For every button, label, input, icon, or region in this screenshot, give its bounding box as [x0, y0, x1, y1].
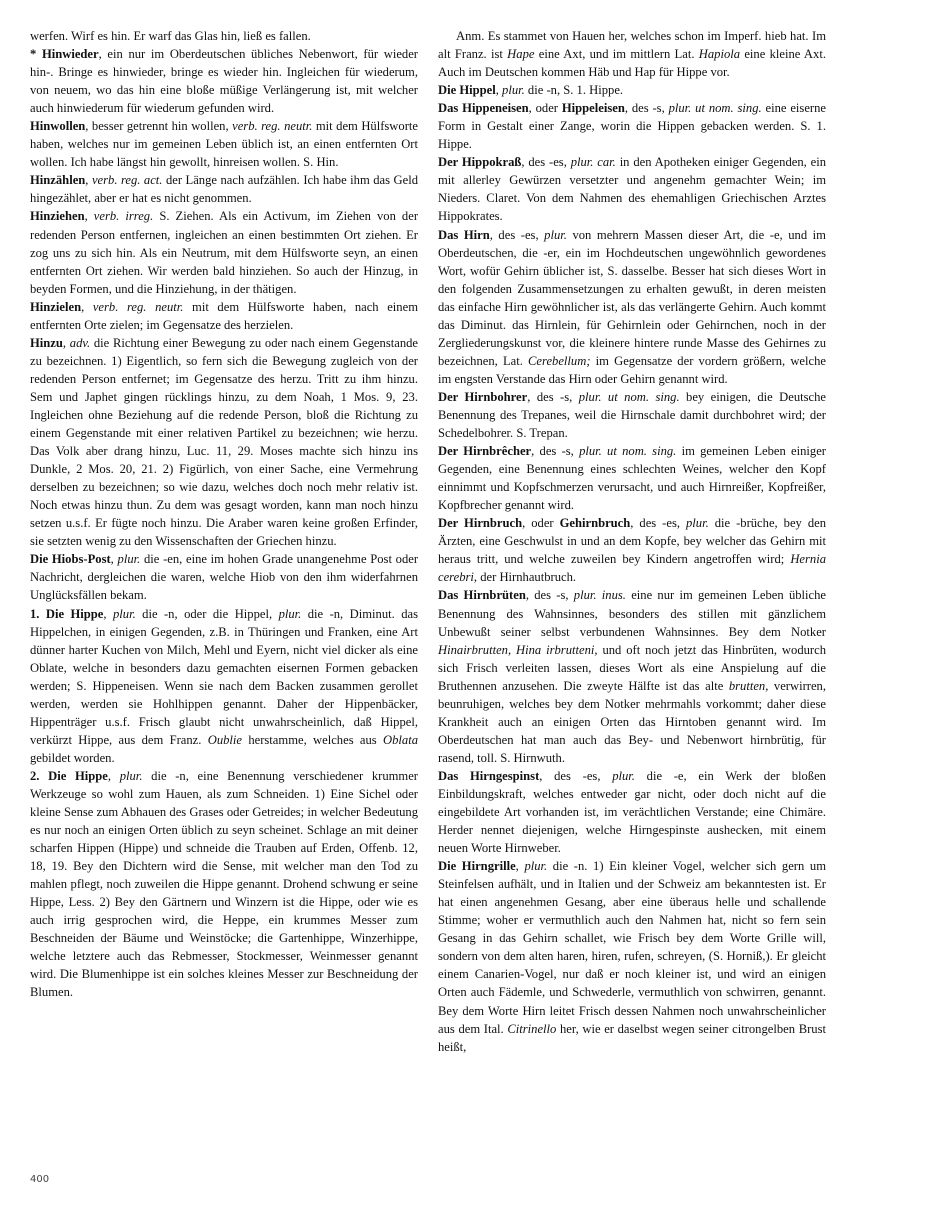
- entry-text: Anm. Es stammet von Hauen her, welches schon im Imperf. hieb hat. Im alt Franz. ist: [438, 29, 826, 62]
- headword: Der Hirnbruch: [438, 516, 523, 531]
- italic-text: Hapiola: [698, 47, 741, 62]
- entry-text: ,: [84, 209, 94, 224]
- entry-hinwieder: [30, 45, 418, 117]
- italic-text: verb. reg. neutr.: [232, 119, 313, 134]
- headword: 1. Die Hippe: [30, 606, 104, 621]
- headword: Das Hirn: [438, 227, 490, 242]
- entry-hirn: [438, 226, 826, 388]
- entry-hippokrass: [438, 153, 826, 225]
- entry-text: S. Ziehen. Als ein Activum, im Ziehen von der redenden Person entfernen, ingleichen an einen bestimmten Ort ziehen. Er zog uns zu sich hin. Als ein Neutrum, mit dem Hülfsworte seyn, an einen entfernten Ort ziehen. Wir werden bald hinziehen. So auch der Hinzug, in beyden Formen, und die Hinziehung, in der thätigen.: [30, 209, 419, 296]
- headword: Das Hippeneisen: [438, 101, 529, 116]
- italic-text: plur.: [117, 552, 141, 567]
- italic-text: adv.: [69, 335, 91, 350]
- entry-text: her, wie er daselbst wegen seiner citrongelben Brust heißt,: [438, 1021, 826, 1054]
- entry-text: von mehrern Massen dieser Art, die -e, und im Oberdeutschen, die -er, ein im Hochdeutschen ungewöhnlich gewordenes Wort, wofür Gehirn üblicher ist, S. dasselbe. Besser hat sich dieses Wort in den folgenden Zusammensetzungen zu erhalten gewußt, in deren meisten das einfache Hirn gewöhnlicher ist, als das verlängerte Gehirn. Auch kommt das Diminut. das Hirnlein, für Gehirnlein oder Gehirnchen, noch in der Zergliederungskunst vor, die kleinere hintere runde Masse des Gehirnes zu bezeichnen, Lat.: [438, 227, 826, 368]
- entry-text: gebildet worden.: [30, 750, 115, 765]
- headword: Die Hippel: [438, 83, 496, 98]
- entry-text: , ein nur im Oberdeutschen übliches Nebenwort, für wieder hin-. Bringe es hinwieder, bringe es wieder hin. Ingleichen für wiederum, von neuem, wo das hin eine bloße müßige Verlängerung ist, mit welcher auch hinwiederum für wiederum gefunden wird.: [30, 47, 418, 116]
- italic-text: plur.: [685, 516, 709, 531]
- italic-text: plur. inus.: [573, 588, 626, 603]
- italic-text: plur.: [119, 768, 143, 783]
- entry-text: eine kleine Axt. Auch im Deutschen kommen Häb und Hap für Hippe vor.: [438, 47, 826, 80]
- entry-text: im gemeinen Leben einiger Gegenden, eine Benennung eines schlechten Weines, welcher den Kopf einnimmt und Kopfschmerzen verursacht, und auch Hirnreißer, Kopfreißer, Kopfbrecher genannt wird.: [438, 444, 826, 513]
- headword: Hippeleisen: [561, 101, 625, 116]
- entry-text: , des -s,: [525, 588, 574, 603]
- entry-anm: [438, 27, 826, 81]
- entry-text: der Länge nach aufzählen. Ich habe ihm das Geld hingezählet, aber er hat es nicht genommen.: [30, 173, 418, 206]
- entry-hinzu: [30, 334, 418, 551]
- entry-text: ,: [515, 859, 525, 874]
- entry-text: , des -es,: [539, 768, 613, 783]
- entry-text: werfen. Wirf es hin. Er warf das Glas hin, ließ es fallen.: [30, 29, 311, 43]
- entry-text: der Hirnhautbruch.: [477, 570, 577, 585]
- entry-hinzaehlen: [30, 171, 418, 207]
- entry-hippel: [438, 81, 826, 99]
- italic-text: Oublie: [207, 732, 243, 747]
- entry-text: , des -s,: [527, 389, 579, 404]
- headword: Die Hiobs-Post: [30, 552, 111, 567]
- entry-text: die -n, oder die Hippel,: [135, 606, 279, 621]
- entry-hirngrille: [438, 857, 826, 1056]
- entry-hirnbruch: [438, 514, 826, 586]
- italic-text: verb. reg. neutr.: [92, 299, 184, 314]
- headword: * Hinwieder: [30, 47, 99, 62]
- entry-text: ,: [107, 768, 120, 783]
- headword: Das Hirngespinst: [438, 768, 540, 783]
- entry-text: die Richtung einer Bewegung zu oder nach einem Gegenstande zu bezeichnen. 1) Eigentlich, so fern sich die Bewegung zugleich von der redenden Person entfernet; im Gegensatze des herzu. Tritt zu ihm hinzu. Sem und Japhet gingen rücklings hinzu, zu dem Noah, 1 Mos. 9, 23. Ingleichen ohne Beziehung auf die redende Person, bloß die Richtung zu einem Gegenstande mit einer relativen Partikel zu bezeichnen; wie herzu. Das Volk aber drang hinzu, Luc. 11, 29. Moses machte sich hinzu ins Dunkle, 2 Mos. 20, 21. 2) Figürlich, von einer Sache, eine Vermehrung derselben zu bezeichnen; so wie dazu, welches doch noch mehr relativ ist. Noch etwas hinzu thun. Zu dem was gesagt worden, kann man noch hinzu setzen u.s.f. Er fügte noch hinzu. Die Araber waren keine großen Erfinder, sie setzten wenig zu den Wissenschaften der Griechen hinzu.: [30, 335, 418, 549]
- italic-text: verb. reg. act.: [91, 173, 163, 188]
- entry-text: , oder: [528, 101, 562, 116]
- italic-text: Hernia cerebri,: [438, 552, 826, 585]
- entry-text: eine nur im gemeinen Leben übliche Benennung des Wahnsinnes, besonders des stillen mit gänzlichem Unbewußt seiner selbst verbundenen Wahnsinnes. Bey dem Notker: [438, 588, 827, 639]
- entry-text: die -e, ein Werk der bloßen Einbildungskraft, welches entweder gar nicht, oder doch nicht auf die eingebildete Art vorhanden ist, im verächtlichen Verstande; eine Chimäre. Herder nennet diejenigen, welche Hirngespinste aushecken, mit einem neuen Worte Hirnweber.: [438, 768, 826, 856]
- entry-hinzielen: [30, 298, 418, 334]
- italic-text: plur. ut nom. sing.: [668, 101, 762, 116]
- italic-text: plur. ut nom. sing.: [579, 444, 677, 459]
- entry-text: , besser getrennt hin wollen,: [85, 119, 233, 134]
- page-number: 400: [30, 1174, 50, 1185]
- headword: Der Hirnbohrer: [438, 389, 528, 404]
- entry-hiobs-post: [30, 550, 418, 604]
- entry-text: die -n, eine Benennung verschiedener krummer Werkzeuge so wohl zum Hauen, als zum Schneiden. 1) Eine Sichel oder kleine Sense zum Abhauen des Grases oder Getreides; in welcher Bedeutung es nur noch an einigen Orten üblich zu seyn scheinet. Schlage an mit deiner scharfen Hippen (Hippe) und schneide die Trauben auf Erden, Offenb. 12, 18, 19. Bey den Dichtern wird die Sense, mit welcher man den Tod zu mahlen pflegt, noch zuweilen die Hippe genannt. Drohend schwung er seine Hippe, Less. 2) Bey den Gärtnern und Winzern ist die Hippe, oder wie es auch irrig gesprochen wird, die Heppe, ein krummes Messer zum Beschneiden der Bäume und Weinstöcke; die Gartenhippe, Winzerhippe, welche letztere auch das Rebmesser, Stockmesser, Weinmesser genannt wird. Die Blumenhippe ist ein solches kleines Messer zur Beschneidung der Blumen.: [30, 768, 418, 1000]
- entry-text: , des -s,: [531, 444, 580, 459]
- italic-text: Cerebellum;: [528, 353, 591, 368]
- entry-text: ,: [110, 552, 118, 567]
- entry-text: verwirren, beunruhigen, welches bey dem Notker mehrmahls vorkommt; daher diese Krankheit auch an einigen Orten das Hirntoben genannt wird. Im Oberdeutschen hat man auch das Bey- und Nebenwort hirnbrütig, für rasend, toll. S. Hirnwuth.: [438, 678, 826, 765]
- italic-text: plur. ut nom. sing.: [578, 389, 680, 404]
- entry-text: , des -es,: [521, 155, 571, 170]
- entry-text: die -n, S. 1. Hippe.: [524, 83, 624, 98]
- headword: Hinwollen: [30, 119, 86, 134]
- entry-hirnbohrer: [438, 388, 826, 442]
- entry-text: , des -s,: [624, 101, 669, 116]
- entry-text: eine Axt, und im mittlern Lat.: [534, 47, 699, 62]
- headword: Hinziehen: [30, 209, 85, 224]
- italic-text: plur.: [278, 606, 302, 621]
- italic-text: plur.: [612, 768, 635, 783]
- entry-text: , oder: [522, 516, 560, 531]
- italic-text: plur.: [544, 227, 567, 242]
- headword: Das Hirnbrüten: [438, 588, 526, 603]
- entry-hirngespinst: [438, 767, 826, 857]
- italic-text: Hinairbrutten, Hina irbrutteni,: [438, 642, 598, 657]
- entry-werfen-fragment: [30, 27, 418, 45]
- entry-hinwollen: [30, 117, 418, 171]
- entry-text: im Gegensatze der vordern größern, welche im engsten Verstande das Hirn oder Gehirn genannt wird.: [438, 353, 826, 386]
- entry-text: die -brüche, bey den Ärzten, eine Geschwulst in und an dem Kopfe, bey welcher das Gehirn mit heraus tritt, und welche zuweilen bey Kindern angetroffen wird;: [438, 516, 826, 567]
- italic-text: plur.: [112, 606, 136, 621]
- italic-text: brutten,: [728, 678, 769, 693]
- headword: Hinzählen: [30, 173, 86, 188]
- entry-text: die -n. 1) Ein kleiner Vogel, welcher sich gern um Steinfelsen aufhält, und in Italien und der Schweiz am bekanntesten ist. Er hat einen angenehmen Gesang, aber eine überaus helle und schallende Stimme; woher er vermuthlich auch den Nahmen hat, nicht so fern sein Gesang in das Gehirn schallet, wie Frisch bey dem Worte Grille will, sondern von dem alten haren, hiren, rufen, schreyen, (S. Horniß,). Er gleicht einem Canarien-Vogel, nur daß er noch kleiner ist, und wird an einigen Orten auch Fädemle, und Schwederle, vermuthlich von schwirren, genannt. Bey dem Worte Hirn leitet Frisch dessen Nahmen noch unwahrscheinlicher aus dem Ital.: [438, 859, 826, 1036]
- entry-hippeneisen: [438, 99, 826, 153]
- entry-text: ,: [85, 173, 92, 188]
- entry-text: ,: [62, 335, 70, 350]
- italic-text: verb. irreg.: [93, 209, 154, 224]
- left-column: [30, 27, 418, 1002]
- entry-text: mit dem Hülfsworte haben, nach einem entfernten Orte zielen; im Gegensatze des herzielen.: [30, 299, 418, 332]
- entry-hinziehen: [30, 207, 418, 297]
- entry-text: , des -es,: [489, 227, 545, 242]
- headword: Die Hirngrille: [438, 859, 516, 874]
- entry-text: mit dem Hülfsworte haben, welches nur im gemeinen Leben üblich ist, an einen entfernten Ort wollen. Ich habe längst hin gewollt, hinreisen wollen. S. Hin.: [30, 119, 418, 170]
- headword: 2. Die Hippe: [30, 768, 108, 783]
- headword: Hinzielen: [30, 299, 82, 314]
- headword: Der Hirnbrêcher: [438, 444, 532, 459]
- entry-hippe-1: [30, 605, 418, 767]
- entry-text: herstamme, welches aus: [242, 732, 384, 747]
- entry-text: ,: [81, 299, 93, 314]
- italic-text: plur.: [502, 83, 525, 98]
- headword: Hinzu: [30, 335, 63, 350]
- italic-text: Hape: [507, 47, 535, 62]
- headword: Der Hippokraß: [438, 155, 522, 170]
- right-column: [438, 27, 826, 1056]
- italic-text: Oblata: [383, 732, 418, 747]
- entry-text: in den Apotheken einiger Gegenden, ein mit allerley Gewürzen versetzter und angenehm gemachter Wein; im Nieders. Claret. Von dem Nahmen des ehemahligen Griechischen Arztes Hippokrates.: [438, 155, 827, 224]
- italic-text: plur.: [524, 859, 548, 874]
- headword: Gehirnbruch: [559, 516, 631, 531]
- entry-hirnbrecher: [438, 442, 826, 514]
- entry-text: , des -es,: [630, 516, 686, 531]
- entry-text: die -en, eine im hohen Grade unangenehme Post oder Nachricht, dergleichen die waren, welche Hiob von den ihm widerfahrnen Unglücksfällen bekam.: [30, 552, 419, 603]
- entry-text: und oft noch jetzt das Hinbrüten, wodurch sich Frisch verleiten lassen, dieses Wort als eine Anspielung auf die Bruthennen anzusehen. Die zweyte Hälfte ist das alte: [438, 642, 826, 693]
- entry-hippe-2: [30, 767, 418, 1002]
- italic-text: Citrinello: [507, 1021, 557, 1036]
- entry-hirnbrueten: [438, 586, 826, 766]
- entry-text: eine eiserne Form in Gestalt einer Zange, worin die Hippen gebacken werden. S. 1. Hippe.: [438, 101, 826, 152]
- entry-text: bey einigen, die Deutsche Benennung des Trepanes, weil die Hirnschale damit durchbohret wird; der Schedelbohrer. S. Trepan.: [438, 389, 827, 441]
- entry-text: ,: [103, 606, 113, 621]
- entry-text: die -n, Diminut. das Hippelchen, in einigen Gegenden, z.B. in Thüringen und Franken, eine Art dünner harter Kuchen von Milch, Mehl und Eyern, nicht viel dicker als eine Oblate, welche in besonders dazu gemachten eisernen Formen gebacken werden; S. Hippeneisen. Wenn sie nach dem Backen zusammen gerollet werden, werden sie Hohlhippen genannt. Daher der Hippenbäcker, Hippenträger u.s.f. Frisch glaubt nicht unwahrscheinlich, daß Hippel, verkürzt Hippe, aus dem Franz.: [30, 606, 418, 747]
- entry-text: ,: [495, 83, 503, 98]
- italic-text: plur. car.: [570, 155, 616, 170]
